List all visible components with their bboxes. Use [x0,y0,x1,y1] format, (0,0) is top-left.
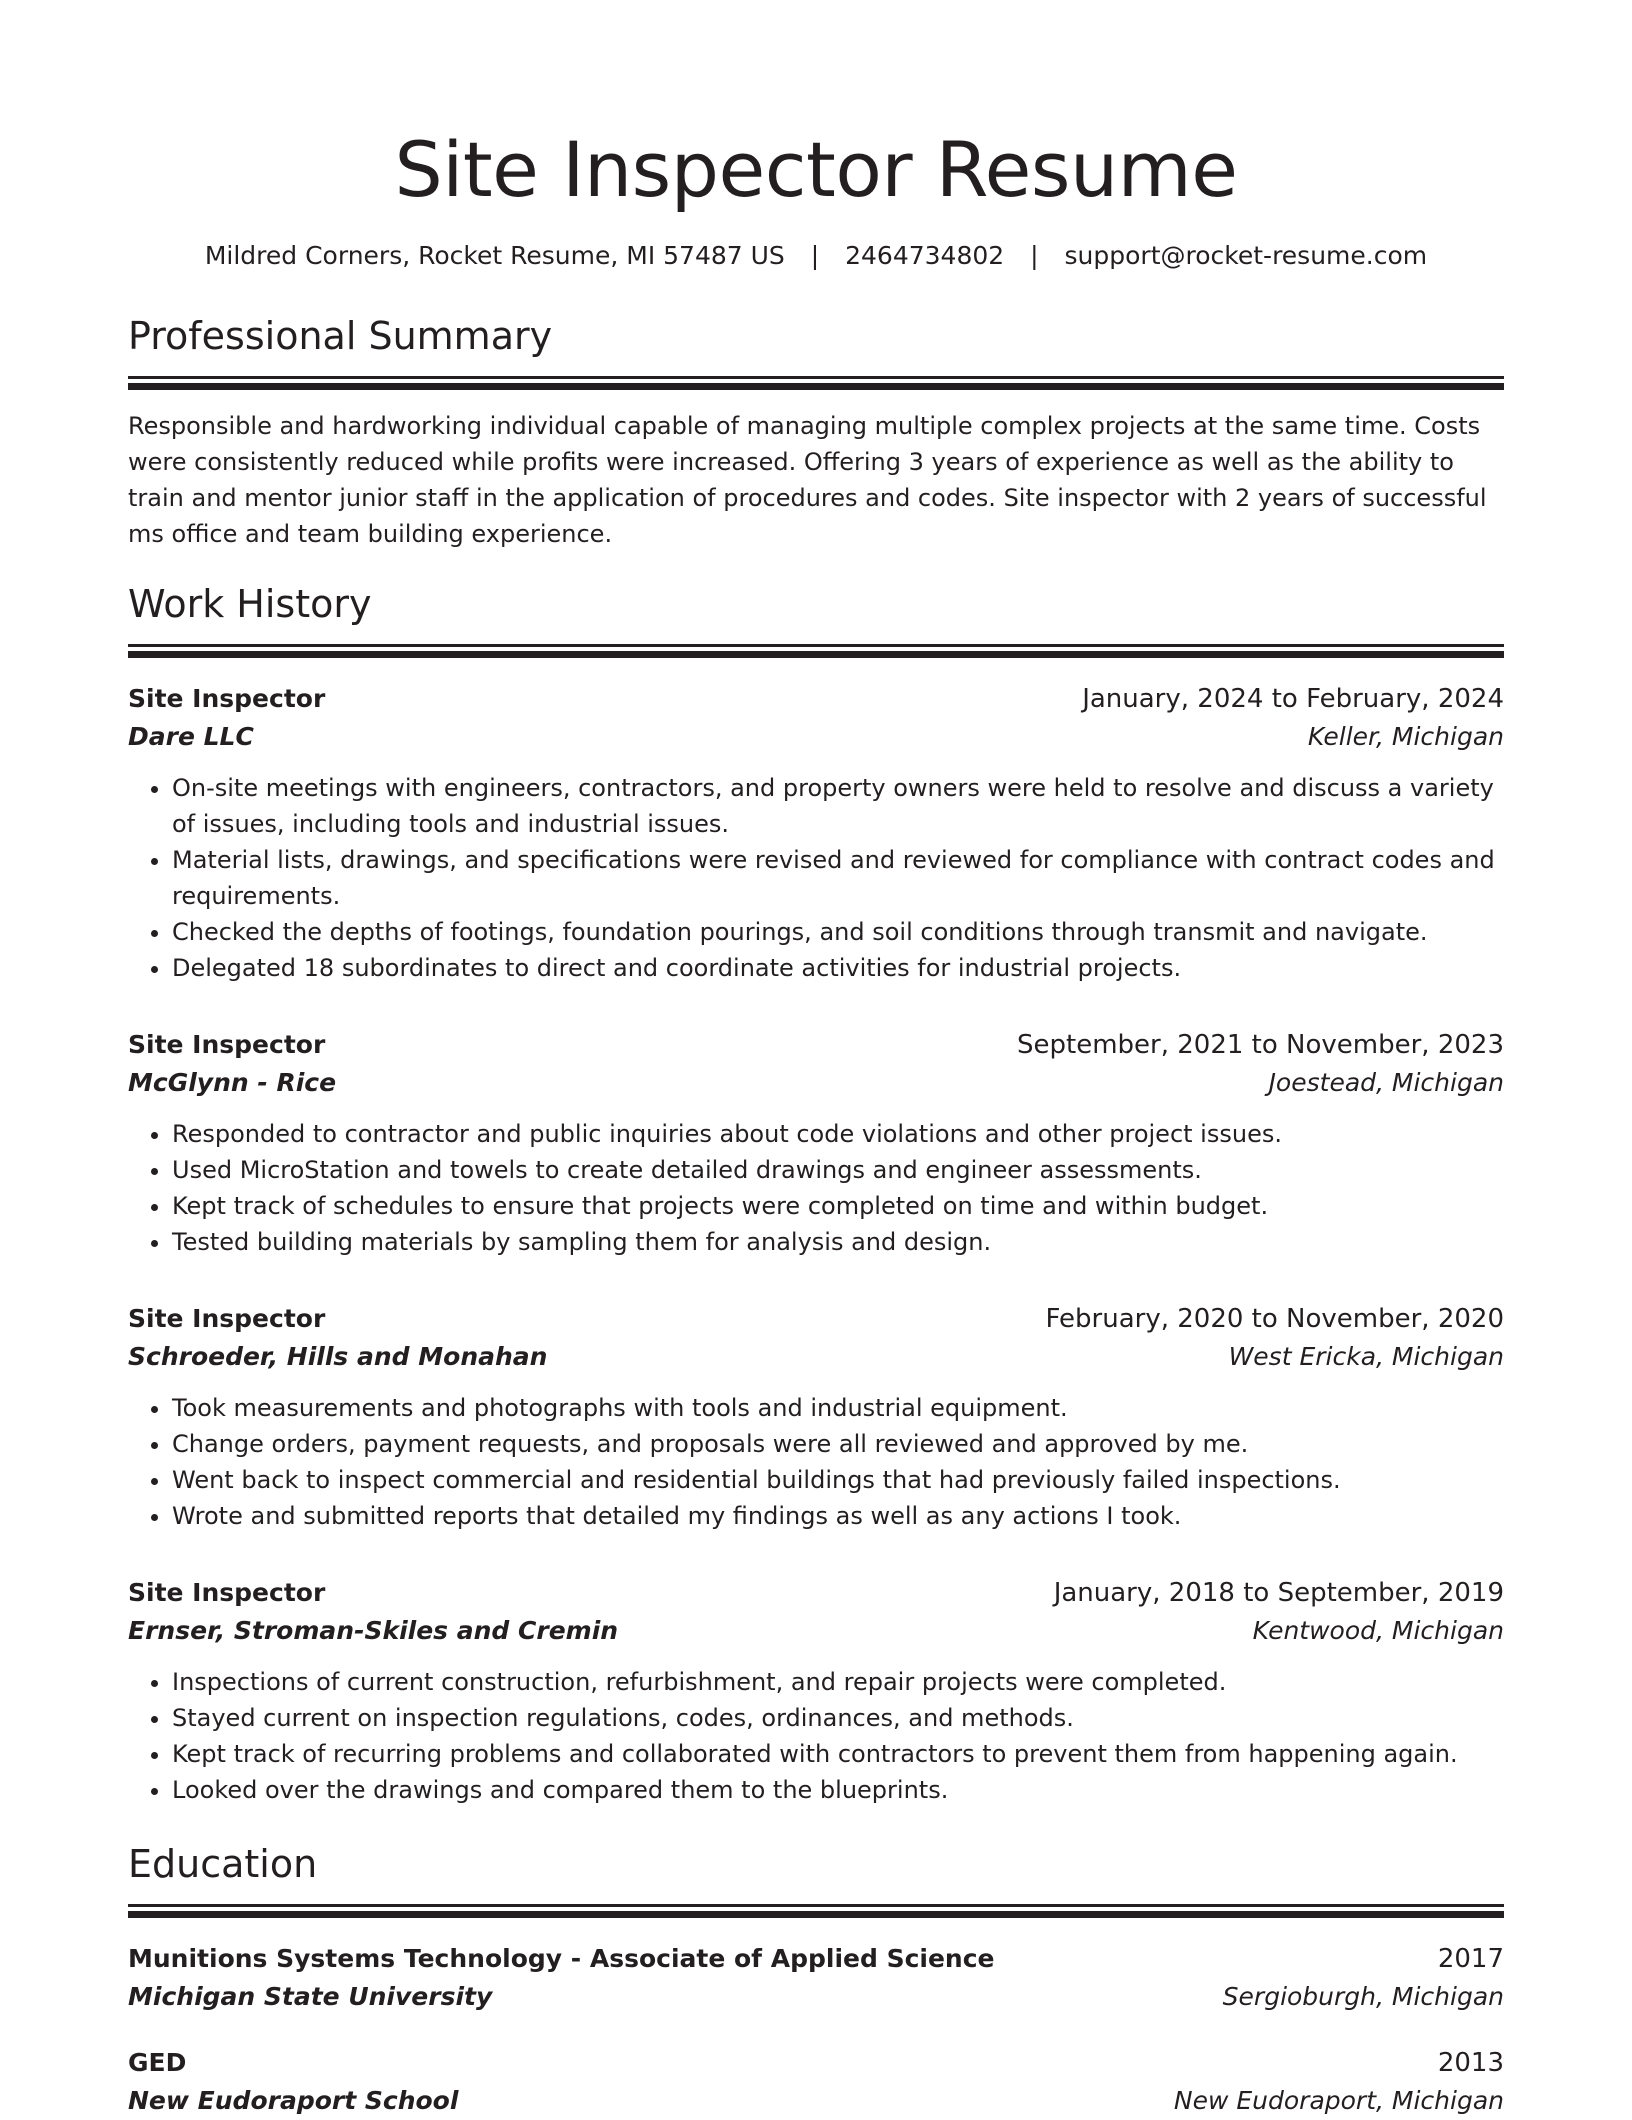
job-company-row [128,1338,1504,1376]
resume-title: Site Inspector Resume [394,125,1238,214]
job-company: McGlynn - Rice [128,1068,337,1097]
job-title: Site Inspector [128,1030,326,1059]
section-divider [128,644,1504,647]
contact-separator: | [810,241,820,270]
job-location: Keller, Michigan [1307,722,1504,751]
section-divider-thick [128,383,1504,390]
job-header-row [128,1026,1504,1064]
job-dates: September, 2021 to November, 2023 [1017,1030,1504,1060]
job-bullets [128,1390,1504,1534]
job-bullet: • Change orders, payment requests, and proposals were all reviewed and approved by me. [172,1426,1504,1462]
job-title: Site Inspector [128,1304,326,1333]
job-entry [128,1026,1504,1260]
section-heading-work-history: Work History [128,582,372,626]
job-bullet: • Responded to contractor and public inquiries about code violations and other project issues. [172,1116,1504,1152]
education-entry [128,2044,1504,2120]
job-bullet: • Used MicroStation and towels to create detailed drawings and engineer assessments. [172,1152,1504,1188]
education-location: New Eudoraport, Michigan [1173,2086,1504,2115]
job-bullet: • Wrote and submitted reports that detailed my findings as well as any actions I took. [172,1498,1504,1534]
education-degree: Munitions Systems Technology - Associate of Applied Science [128,1944,995,1973]
education-year: 2017 [1437,1944,1504,1974]
education-location: Sergioburgh, Michigan [1222,1982,1504,2011]
job-bullet: • Checked the depths of footings, foundation pourings, and soil conditions through transmit and navigate. [172,914,1504,950]
job-bullet: • Went back to inspect commercial and residential buildings that had previously failed inspections. [172,1462,1504,1498]
job-bullet: • Took measurements and photographs with tools and industrial equipment. [172,1390,1504,1426]
professional-summary-section [128,310,1504,552]
section-divider [128,376,1504,379]
job-bullet: • Looked over the drawings and compared them to the blueprints. [172,1772,1504,1808]
job-bullet: • Kept track of schedules to ensure that projects were completed on time and within budget. [172,1188,1504,1224]
education-entry [128,1940,1504,2016]
job-bullets [128,770,1504,986]
job-bullet: • Kept track of recurring problems and collaborated with contractors to prevent them from happening again. [172,1736,1504,1772]
education-section [128,1838,1504,2120]
education-school: Michigan State University [128,1982,493,2011]
job-bullet: • Material lists, drawings, and specifications were revised and reviewed for compliance with contract codes and requirements. [172,842,1504,914]
job-company: Schroeder, Hills and Monahan [128,1342,548,1371]
job-entry [128,680,1504,986]
job-header-row [128,1300,1504,1338]
education-header-row [128,1940,1504,1978]
job-title: Site Inspector [128,1578,326,1607]
education-school-row [128,1978,1504,2016]
summary-text: Responsible and hardworking individual capable of managing multiple complex projects at the same time. Costs were consistently reduced while profits were increased. Offering 3 years of experience as well as the ability to train and mentor junior staff in the application of procedures and codes. Site inspector with 2 years of successful ms office and team building experience. [128,412,1487,548]
job-header-row [128,1574,1504,1612]
job-location: West Ericka, Michigan [1228,1342,1504,1371]
job-header-row [128,680,1504,718]
job-company-row [128,1064,1504,1102]
job-bullet: • Tested building materials by sampling them for analysis and design. [172,1224,1504,1260]
job-entry [128,1574,1504,1808]
job-dates: January, 2018 to September, 2019 [1053,1578,1504,1608]
contact-email: support@rocket-resume.com [1064,241,1428,270]
education-year: 2013 [1437,2048,1504,2078]
section-divider [128,1904,1504,1907]
job-bullet: • Delegated 18 subordinates to direct and coordinate activities for industrial projects. [172,950,1504,986]
contact-separator: | [1030,241,1039,270]
section-divider-thick [128,651,1504,658]
education-header-row [128,2044,1504,2082]
job-bullet: • Inspections of current construction, refurbishment, and repair projects were completed. [172,1664,1504,1700]
job-location: Kentwood, Michigan [1252,1616,1504,1645]
contact-line [128,236,1504,276]
job-bullets [128,1116,1504,1260]
job-bullets [128,1664,1504,1808]
job-location: Joestead, Michigan [1268,1068,1504,1097]
job-title: Site Inspector [128,684,326,713]
job-company: Ernser, Stroman-Skiles and Cremin [128,1616,619,1645]
job-company-row [128,1612,1504,1650]
work-history-section [128,578,1504,1808]
job-dates: January, 2024 to February, 2024 [1082,684,1504,714]
education-school: New Eudoraport School [128,2086,459,2115]
job-company: Dare LLC [128,722,254,751]
job-dates: February, 2020 to November, 2020 [1045,1304,1504,1334]
contact-address: Mildred Corners, Rocket Resume, MI 57487 US [204,241,785,270]
section-heading-education: Education [128,1842,318,1886]
education-school-row [128,2082,1504,2120]
contact-phone: 2464734802 [845,241,1005,270]
section-divider-thick [128,1911,1504,1918]
job-bullet: • On-site meetings with engineers, contractors, and property owners were held to resolve and discuss a variety of issues, including tools and industrial issues. [172,770,1504,842]
job-company-row [128,718,1504,756]
job-entry [128,1300,1504,1534]
job-bullet: • Stayed current on inspection regulations, codes, ordinances, and methods. [172,1700,1504,1736]
section-heading-summary: Professional Summary [128,314,553,358]
education-degree: GED [128,2048,187,2077]
